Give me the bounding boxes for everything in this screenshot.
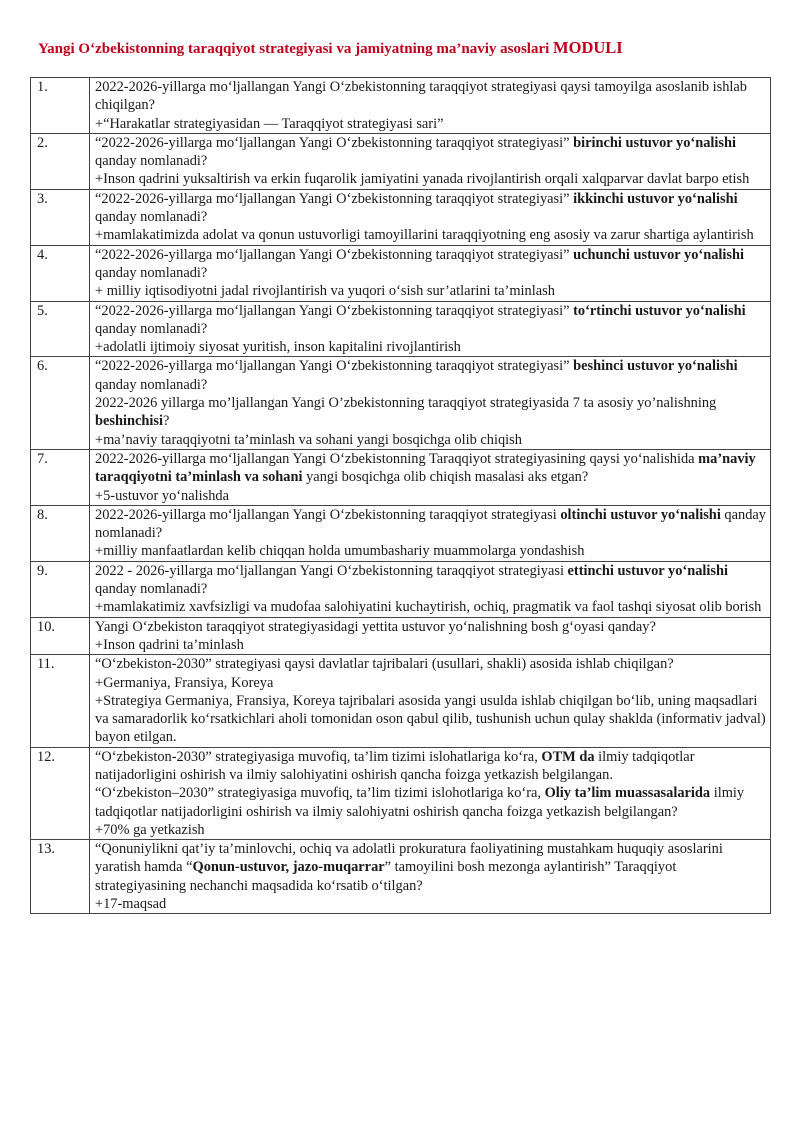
text-segment: qanday nomlanadi? bbox=[95, 581, 208, 598]
question-number: 13. bbox=[31, 840, 90, 914]
question-row bbox=[31, 301, 771, 357]
question-number: 10. bbox=[31, 617, 90, 655]
text-segment: +mamlakatimizda adolat va qonun ustuvorligi tamoyillarini taraqqiyotning eng asosiy va zarur shartiga aylantirish bbox=[95, 227, 754, 244]
question-line bbox=[95, 115, 766, 133]
question-content bbox=[90, 747, 771, 839]
question-number: 1. bbox=[31, 78, 90, 134]
question-content bbox=[90, 449, 771, 505]
bold-phrase: uchunchi ustuvor yo‘nalishi bbox=[573, 246, 745, 263]
question-line bbox=[95, 506, 766, 543]
text-segment: + milliy iqtisodiyotni jadal rivojlantirish va yuqori o‘sish sur’atlarini ta’minlash bbox=[95, 283, 555, 300]
text-segment: “O‘zbekiston-2030” strategiyasiga muvofiq, ta’lim tizimi islohatlariga ko‘ra, bbox=[95, 748, 542, 765]
text-segment: qanday nomlanadi? bbox=[95, 209, 208, 226]
question-content bbox=[90, 245, 771, 301]
text-segment: qanday nomlanadi? bbox=[95, 320, 208, 337]
question-number: 4. bbox=[31, 245, 90, 301]
question-row bbox=[31, 840, 771, 914]
text-segment: “2022-2026-yillarga mo‘ljallangan Yangi O‘zbekistonning taraqqiyot strategiyasi” bbox=[95, 246, 574, 263]
question-line bbox=[95, 674, 766, 692]
question-line bbox=[95, 895, 766, 913]
text-segment: qanday nomlanadi? bbox=[95, 506, 766, 542]
question-line bbox=[95, 282, 766, 300]
text-segment: 2022-2026 yillarga mo’ljallangan Yangi O’zbekistonning taraqqiyot strategiyasida 7 ta asosiy yo’nalishning bbox=[95, 395, 717, 412]
question-line bbox=[95, 840, 766, 895]
text-segment: +5-ustuvor yo‘nalishda bbox=[95, 487, 230, 504]
question-content bbox=[90, 561, 771, 617]
bold-phrase: ma’naviy taraqqiyotni ta’minlash va sohani bbox=[95, 450, 756, 486]
text-segment: “2022-2026-yillarga mo‘ljallangan Yangi O‘zbekistonning taraqqiyot strategiyasi” bbox=[95, 190, 574, 207]
question-number: 8. bbox=[31, 505, 90, 561]
question-line bbox=[95, 394, 766, 431]
question-row bbox=[31, 78, 771, 134]
question-line bbox=[95, 170, 766, 188]
question-line bbox=[95, 598, 766, 616]
question-number: 5. bbox=[31, 301, 90, 357]
question-line bbox=[95, 748, 766, 785]
text-segment: +mamlakatimiz xavfsizligi va mudofaa salohiyatini kuchaytirish, ochiq, pragmatik va faol tashqi siyosat olib borish bbox=[95, 599, 762, 616]
text-segment: Yangi O‘zbekiston taraqqiyot strategiyasidagi yettita ustuvor yo‘nalishning bosh g‘oyasi qanday? bbox=[95, 618, 656, 635]
text-segment: ilmiy tadqiqotlar natijadorligini oshirish va ilmiy salohiyatini oshirish qancha foizga yetkazish belgilangan. bbox=[95, 748, 695, 783]
question-number: 7. bbox=[31, 449, 90, 505]
text-segment: +adolatli ijtimoiy siyosat yuritish, inson kapitalini rivojlantirish bbox=[95, 339, 461, 356]
question-number: 3. bbox=[31, 189, 90, 245]
question-content bbox=[90, 357, 771, 449]
title-module-word: MODULI bbox=[553, 38, 623, 57]
question-row bbox=[31, 449, 771, 505]
text-segment: ” tamoyilini bosh mezonga aylantirish” Taraqqiyot strategiyasining nechanchi maqsadida ko‘rsatib o‘tilgan? bbox=[95, 859, 677, 894]
text-segment: +“Harakatlar strategiyasidan — Taraqqiyot strategiyasi sari” bbox=[95, 115, 444, 132]
question-line bbox=[95, 636, 766, 654]
question-line bbox=[95, 357, 766, 394]
text-segment: 2022-2026-yillarga mo‘ljallangan Yangi O‘zbekistonning Taraqqiyot strategiyasining qaysi yo‘nalishida bbox=[95, 450, 699, 467]
bold-phrase: birinchi ustuvor yo‘nalishi bbox=[573, 134, 736, 151]
text-segment: “Qonuniylikni qat’iy ta’minlovchi, ochiq va adolatli prokuratura faoliyatining mustahkam huquqiy asoslarini yaratish hamda “ bbox=[95, 841, 723, 876]
text-segment: “O‘zbekiston-2030” strategiyasi qaysi davlatlar tajribalari (usullari, shakli) asosida ishlab chiqilgan? bbox=[95, 656, 674, 673]
text-segment: qanday nomlanadi? bbox=[95, 153, 208, 170]
text-segment: “2022-2026-yillarga mo‘ljallangan Yangi O‘zbekistonning taraqqiyot strategiyasi” bbox=[95, 358, 574, 375]
text-segment: +Inson qadrini ta’minlash bbox=[95, 636, 244, 653]
question-row bbox=[31, 245, 771, 301]
text-segment: yangi bosqichga olib chiqish masalasi aks etgan? bbox=[302, 469, 589, 486]
question-number: 11. bbox=[31, 655, 90, 747]
text-segment: 2022-2026-yillarga mo‘ljallangan Yangi O‘zbekistonning taraqqiyot strategiyasi bbox=[95, 506, 561, 523]
question-row bbox=[31, 561, 771, 617]
question-line bbox=[95, 78, 766, 115]
question-line bbox=[95, 821, 766, 839]
question-number: 2. bbox=[31, 133, 90, 189]
question-number: 9. bbox=[31, 561, 90, 617]
question-line bbox=[95, 302, 766, 339]
question-line bbox=[95, 487, 766, 505]
questions-table-body bbox=[31, 78, 771, 914]
text-segment: “2022-2026-yillarga mo‘ljallangan Yangi O‘zbekistonning taraqqiyot strategiyasi” bbox=[95, 302, 574, 319]
question-content bbox=[90, 78, 771, 134]
question-row bbox=[31, 747, 771, 839]
text-segment: “2022-2026-yillarga mo‘ljallangan Yangi O‘zbekistonning taraqqiyot strategiyasi” bbox=[95, 134, 574, 151]
question-content bbox=[90, 301, 771, 357]
question-line bbox=[95, 134, 766, 171]
bold-phrase: OTM da bbox=[541, 748, 595, 765]
text-segment: ? bbox=[162, 413, 170, 430]
text-segment: qanday nomlanadi? bbox=[95, 376, 208, 393]
question-content bbox=[90, 655, 771, 747]
question-line bbox=[95, 226, 766, 244]
question-content bbox=[90, 133, 771, 189]
question-line bbox=[95, 542, 766, 560]
question-row bbox=[31, 617, 771, 655]
question-row bbox=[31, 655, 771, 747]
question-line bbox=[95, 618, 766, 636]
question-line bbox=[95, 692, 766, 747]
text-segment: +Strategiya Germaniya, Fransiya, Koreya tajribalari asosida yangi usulda ishlab chiqilgan bo‘lib, uning maqsadlari va samaradorlik ko‘rsatkichlari aholi tomonidan oson qabul qilib, tushunish uchun qulay shaklda (informativ jadval) bayon etilgan. bbox=[95, 692, 766, 746]
bold-phrase: ettinchi ustuvor yo‘nalishi bbox=[567, 562, 729, 579]
bold-phrase: beshinchisi bbox=[95, 413, 163, 430]
question-row bbox=[31, 133, 771, 189]
text-segment: +70% ga yetkazish bbox=[95, 821, 205, 838]
question-row bbox=[31, 505, 771, 561]
question-line bbox=[95, 431, 766, 449]
question-number: 6. bbox=[31, 357, 90, 449]
title-main-text: Yangi O‘zbekistonning taraqqiyot strategiyasi va jamiyatning ma’naviy asoslari bbox=[38, 41, 554, 57]
bold-phrase: beshinci ustuvor yo‘nalishi bbox=[573, 358, 738, 375]
text-segment: +Germaniya, Fransiya, Koreya bbox=[95, 674, 274, 691]
text-segment: +ma’naviy taraqqiyotni ta’minlash va sohani yangi bosqichga olib chiqish bbox=[95, 431, 522, 448]
question-line bbox=[95, 246, 766, 283]
document-title bbox=[38, 38, 778, 58]
question-line bbox=[95, 655, 766, 673]
question-content bbox=[90, 840, 771, 914]
question-content bbox=[90, 617, 771, 655]
question-content bbox=[90, 189, 771, 245]
questions-table bbox=[30, 77, 771, 914]
question-line bbox=[95, 450, 766, 487]
text-segment: +milliy manfaatlardan kelib chiqqan holda umumbashariy muammolarga yondashish bbox=[95, 543, 585, 560]
text-segment: 2022-2026-yillarga mo‘ljallangan Yangi O‘zbekistonning taraqqiyot strategiyasi qaysi tamoyilga asoslanib ishlab chiqilgan? bbox=[95, 79, 747, 114]
bold-phrase: Oliy ta’lim muassasalarida bbox=[544, 785, 711, 802]
bold-phrase: Qonun-ustuvor, jazo-muqarrar bbox=[192, 859, 385, 876]
question-content bbox=[90, 505, 771, 561]
question-number: 12. bbox=[31, 747, 90, 839]
question-line bbox=[95, 190, 766, 227]
bold-phrase: to‘rtinchi ustuvor yo‘nalishi bbox=[573, 302, 746, 319]
text-segment: +17-maqsad bbox=[95, 896, 167, 913]
text-segment: 2022 - 2026-yillarga mo‘ljallangan Yangi O‘zbekistonning taraqqiyot strategiyasi bbox=[95, 562, 568, 579]
bold-phrase: oltinchi ustuvor yo‘nalishi bbox=[560, 506, 721, 523]
text-segment: “O‘zbekiston–2030” strategiyasiga muvofiq, ta’lim tizimi islohotlariga ko‘ra, bbox=[95, 785, 545, 802]
text-segment: +Inson qadrini yuksaltirish va erkin fuqarolik jamiyatini yanada rivojlantirish orqali xalqparvar davlat barpo etish bbox=[95, 171, 750, 188]
question-line bbox=[95, 562, 766, 599]
text-segment: ilmiy tadqiqotlar natijadorligini oshirish va ilmiy salohiyatni oshirish qancha foizga yetkazish belgilangan? bbox=[95, 785, 745, 820]
question-line bbox=[95, 338, 766, 356]
question-row bbox=[31, 189, 771, 245]
question-row bbox=[31, 357, 771, 449]
question-line bbox=[95, 784, 766, 821]
text-segment: qanday nomlanadi? bbox=[95, 264, 208, 281]
bold-phrase: ikkinchi ustuvor yo‘nalishi bbox=[573, 190, 738, 207]
